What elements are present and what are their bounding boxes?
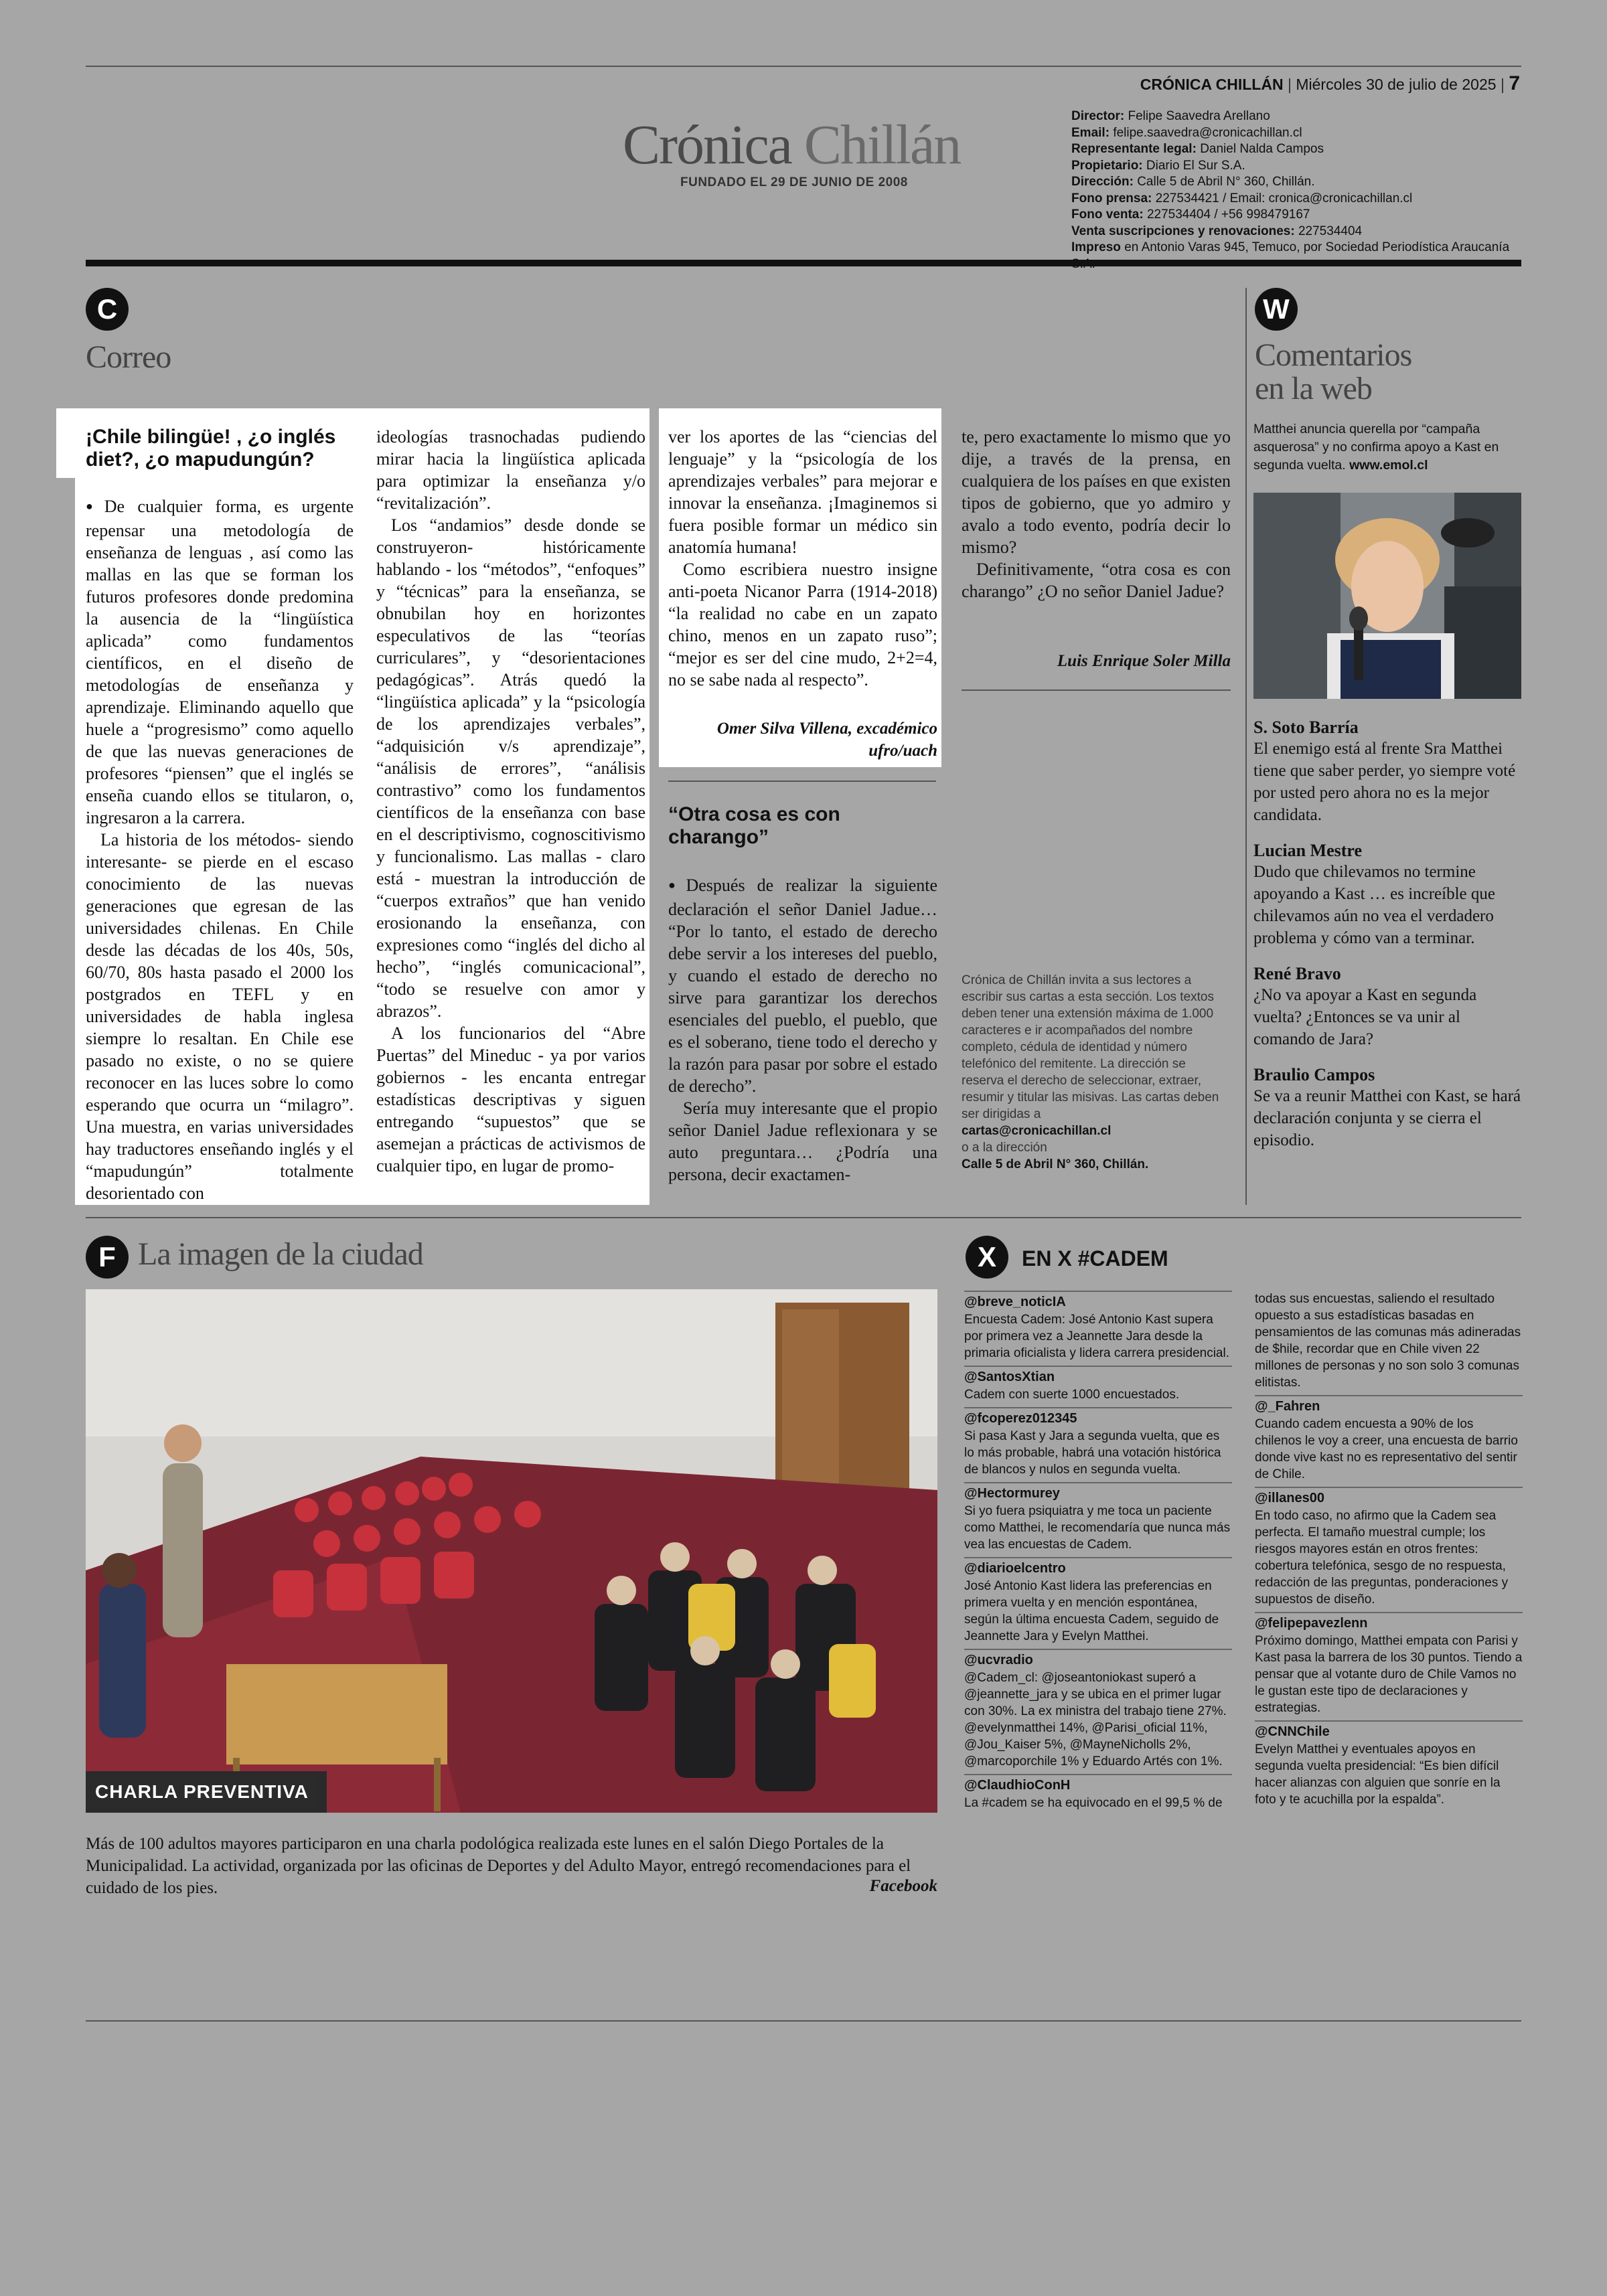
column-4-rule [962,689,1231,691]
masthead-value: Daniel Nalda Campos [1200,142,1324,156]
section-letter-x: X [966,1236,1008,1279]
city-photo-illustration [86,1289,937,1813]
masthead-label: Fono prensa: [1071,191,1152,206]
top-rule [86,66,1521,67]
x-post-text: Encuesta Cadem: José Antonio Kast supera por primera vez a Jeannette Jara desde la primaria oficialista y lidera carrera presidencial. [964,1313,1229,1360]
notice-address: Calle 5 de Abril N° 360, Chillán. [962,1157,1149,1171]
masthead-label: Representante legal: [1071,142,1197,156]
paragraph: Como escribiera nuestro insigne anti-poeta Nicanor Parra (1914-2018) “la realidad no cabe en un zapato chino, menos en un zapato ruso”; “mejor es ser del cine mudo, 2+2=4, no se sabe nada al respecto”. [668,560,937,689]
letter-2-column-4 [962,426,1231,602]
paragraph: ● Después de realizar la siguiente declaración el señor Daniel Jadue… “Por lo tanto, el estado de derecho debe servir a los intereses del pueblo, y cuando el estado de derecho no sirve para garantizar los derechos esenciales del pueblo, el pueblo, que es el soberano, tiene todo el derecho y la razón para pasar por sobre el estado de derecho”. [668,874,937,1097]
masthead-value: Diario El Sur S.A. [1146,158,1245,173]
section-title-x: EN X #CADEM [1022,1246,1168,1270]
founded-line: FUNDADO EL 29 DE JUNIO DE 2008 [680,175,908,189]
masthead-line [1071,174,1527,191]
comment-author: Braulio Campos [1253,1065,1375,1084]
paragraph: Definitivamente, “otra cosa es con charango” ¿O no señor Daniel Jadue? [962,560,1231,601]
masthead-value: 227534404 / +56 998479167 [1146,208,1310,222]
masthead-label: Email: [1071,125,1110,140]
masthead-line [1071,158,1527,175]
x-post-handle[interactable]: @SantosXtian [964,1366,1232,1386]
letter-2-column-3 [668,874,937,1185]
bottom-rule [86,2020,1521,2022]
web-title-line-1: Comentarios [1255,337,1412,373]
photo-caption-text: Más de 100 adultos mayores participaron en una charla podológica realizada este lunes en el salón Diego Portales de la Municipalidad. La actividad, organizada por las oficinas de Deportes y del Adulto Mayor, entregó recomendaciones para el cuidado de los pies. [86,1835,911,1897]
paragraph: ideologías trasnochadas pudiendo mirar hacia la lingüística aplicada para optimizar la enseñanza y/o “revitalización”. [376,427,645,513]
city-photo [86,1289,937,1813]
x-post-text: Si yo fuera psiquiatra y me toca un paciente como Matthei, le recomendaría que nunca más vea las encuestas de Cadem. [964,1504,1231,1552]
comment-author: S. Soto Barría [1253,718,1359,737]
section-title-web [1255,339,1411,406]
masthead-value: Calle 5 de Abril N° 360, Chillán. [1137,175,1315,189]
x-post-handle[interactable]: @felipepavezlenn [1255,1612,1523,1633]
folio-title: CRÓNICA CHILLÁN [1140,76,1284,93]
logo-word-1: Crónica [623,114,791,176]
x-post-text: Cadem con suerte 1000 encuestados. [964,1388,1180,1402]
comment-text: El enemigo está al frente Sra Matthei tiene que saber perder, yo siempre voté por usted pero ahora no es la mejor candidata. [1253,740,1516,824]
x-column-2 [1255,1291,1523,1812]
logo-word-2: Chillán [804,114,961,176]
masthead-value: Felipe Saavedra Arellano [1128,109,1270,123]
photo-credit: Facebook [869,1877,937,1895]
x-column-2-lead: todas sus encuestas, saliendo el resultado opuesto a sus estadísticas basadas en pensamientos de las comunas más adineradas de $hile, recordar que en Chile viven 22 millones de personas y no son solo 3 comunas elitistas. [1255,1292,1521,1390]
masthead-line [1071,207,1527,224]
letter-1-column-2 [376,426,645,1177]
comment-text: ¿No va apoyar a Kast en segunda vuelta? ¿Entonces se va unir al comando de Jara? [1253,986,1477,1048]
notice-text: Crónica de Chillán invita a sus lectores a escribir sus cartas a esta sección. Los textos deben tener una extensión máxima de 1.000 caracteres e ir acompañados del nombre completo, cédula de identidad y número telefónico del remitente. La dirección se reserva el derecho de seleccionar, extraer, resumir y titular las misivas. Las cartas deben ser dirigidas a [962,973,1219,1121]
masthead-label: Fono venta: [1071,208,1144,222]
logo [623,112,960,177]
masthead-line [1071,108,1527,125]
masthead-value: 227534421 / Email: cronica@cronicachillan.cl [1155,191,1413,206]
x-post-handle[interactable]: @diarioelcentro [964,1557,1232,1578]
section-title-correo: Correo [86,339,171,375]
paragraph: Los “andamios” desde donde se construyeron- históricamente hablando - los “métodos”, “enfoques” y “técnicas” para la enseñanza, se obnubilan hoy en horizontes especulativos de las “teorías curriculares”, y “desorientaciones pedagógicas”. Atrás quedó la “lingüística aplicada” y la “psicología de los aprendizajes verbales”, “adquisición v/s aprendizaje”, “análisis de errores”, “análisis contrastivo” como los fundamentos científicos de la enseñanza con base en el descriptivismo, cognoscitivismo y funcionalismo. Las mallas - claro está - muestran la introducción de “cuerpos extraños” que han venido erosionando la enseñanza, con expresiones como “inglés del dicho al hecho”, “inglés comunicacional”, “todo se resuelve con amor y abrazos”. [376,515,645,1021]
x-post-handle[interactable]: @fcoperez012345 [964,1407,1232,1428]
masthead-label: Dirección: [1071,175,1134,189]
notice-or: o a la dirección [962,1141,1047,1155]
section-letter-w: W [1255,288,1298,331]
x-post-text: En todo caso, no afirmo que la Cadem sea perfecta. El tamaño muestral cumple; los riesgos mayores están en otros frentes: cobertura telefónica, sesgo de no respuesta, redacción de las preguntas, ponderaciones y supuestos de diseño. [1255,1509,1509,1607]
x-column-2-posts [1255,1395,1523,1812]
header-thick-rule [86,260,1521,266]
column-3-rule [668,781,936,782]
notice-email[interactable]: cartas@cronicachillan.cl [962,1124,1112,1138]
paragraph: Sería muy interesante que el propio señor Daniel Jadue reflexionara y se auto preguntara… ¿Podría una persona, decir exactamen- [668,1098,937,1184]
letter-1-column-1 [86,495,354,1204]
masthead-label: Director: [1071,109,1125,123]
x-post-handle[interactable]: @ClaudhioConH [964,1774,1232,1795]
letter-1-box-tab [56,408,78,478]
masthead-line [1071,224,1527,240]
letters-notice [962,972,1229,1173]
comment-text: Dudo que chilevamos no termine apoyando a Kast … es increíble que chilevamos aún no vea el verdadero problema y cómo van a terminar. [1253,863,1495,947]
x-post-handle[interactable]: @_Fahren [1255,1395,1523,1416]
x-post-handle[interactable]: @Hectormurey [964,1482,1232,1503]
x-post-text: José Antonio Kast lidera las preferencias en primera vuelta y en mención espontánea, según la última encuesta Cadem, seguido de Jeannette Jara y Evelyn Matthei. [964,1579,1219,1643]
masthead-line [1071,125,1527,142]
letter-1-column-3 [668,426,937,691]
paragraph: te, pero exactamente lo mismo que yo dije, a través de la prensa, en cualquiera de los países en que existen tipos de gobierno, que yo admiro y avalo a todo evento, podría decir lo mismo? [962,427,1231,557]
x-post-text: La #cadem se ha equivocado en el 99,5 % de [964,1796,1223,1810]
x-column-1 [964,1291,1232,1815]
web-intro [1253,420,1521,475]
section-letter-c: C [86,288,129,331]
x-post-text: Próximo domingo, Matthei empata con Parisi y Kast pasa la barrera de los 30 puntos. Tiendo a pensar que al votante duro de Chile Vamos no le gustan este tipo de declaraciones y estrategias. [1255,1634,1523,1715]
x-post-text: Si pasa Kast y Jara a segunda vuelta, que es lo más probable, habrá una votación histórica de blancos y nulos en segunda vuelta. [964,1429,1221,1477]
letter-1-signature: Omer Silva Villena, excadémico ufro/uach [716,720,937,760]
masthead-label: Propietario: [1071,158,1143,173]
masthead-line [1071,240,1527,272]
web-title-line-2: en la web [1255,371,1372,406]
comment-text: Se va a reunir Matthei con Kast, se hará declaración conjunta y se cierra el episodio. [1253,1087,1521,1149]
comment-author: Lucian Mestre [1253,841,1362,860]
photo-label: CHARLA PREVENTIVA [86,1775,318,1809]
comment-author: René Bravo [1253,964,1341,983]
web-source-link[interactable]: www.emol.cl [1349,458,1428,473]
masthead-value: en Antonio Varas 945, Temuco, por Sociedad Periodística Araucanía [1124,240,1510,254]
masthead-line [1071,191,1527,208]
masthead [1071,108,1527,272]
letter-2-headline: “Otra cosa es con charango” [668,803,840,848]
paragraph: ver los aportes de las “ciencias del lenguaje” y la “psicología de los aprendizajes verbales” para mejorar e innovar la enseñanza. ¡Imaginemos si fuera posible formar un médico sin anatomía humana! [668,427,937,557]
x-post-handle[interactable]: @breve_noticIA [964,1291,1232,1311]
news-photo-illustration [1253,493,1521,699]
masthead-label: Impreso [1071,240,1121,254]
section-title-imagen: La imagen de la ciudad [138,1236,423,1272]
x-post-handle[interactable]: @CNNChile [1255,1720,1523,1741]
letter-2-signature: Luis Enrique Soler Milla [1057,652,1231,670]
web-divider [1245,288,1247,1205]
paragraph: ● De cualquier forma, es urgente repensar una metodología de enseñanza de lenguas , así como las mallas en las que se forman los futuros profesores donde predomina la ausencia de la “lingüística aplicada” como fundamentos científicos, en el diseño de metodologías de enseñanza y aprendizaje. Eliminando aquello que huele a “progresismo” como aquello de que las nuevas generaciones de profesores “piensen” que el inglés se enseña cuando ellos se titularon, o, ingresaron a la carrera. [86,495,354,829]
masthead-line [1071,141,1527,158]
paragraph: A los funcionarios del “Abre Puertas” del Mineduc - ya por varios gobiernos - les encanta entregar estadísticas descriptivas y siguen entregando “supuestos” que se asemejan a prácticas de activismos de cualquier tipo, en lugar de promo- [376,1023,645,1175]
x-post-text: Evelyn Matthei y eventuales apoyos en segunda vuelta presidencial: “Es bien difícil hacer alianzas con alguien que sonríe en la foto y te acuchilla por la espalda”. [1255,1742,1501,1807]
news-photo [1253,493,1521,699]
x-post-text: Cuando cadem encuesta a 90% de los chilenos le voy a creer, una encuesta de barrio donde vive kast no es representativo del sentir de Chile. [1255,1417,1518,1481]
section-letter-f: F [86,1236,129,1279]
masthead-label: Venta suscripciones y renovaciones: [1071,224,1295,238]
middle-rule [86,1217,1521,1218]
web-intro-text: Matthei anuncia querella por “campaña asquerosa” y no confirma apoyo a Kast en segunda vuelta. [1253,422,1499,473]
x-post-text: @Cadem_cl: @joseantoniokast superó a @jeannette_jara y se ubica en el primer lugar con 30%. La ex ministra del trabajo tiene 27%. @evelynmatthei 14%, @Parisi_oficial 11%, @Jou_Kaiser 5%, @MayneNicholls 2%, @marcoporchile 1% y Eduardo Artés con 1%. [964,1671,1227,1769]
masthead-value: felipe.saavedra@cronicachillan.cl [1113,125,1302,140]
folio-date: Miércoles 30 de julio de 2025 [1296,76,1497,93]
web-comments-list [1253,704,1521,1151]
x-post-handle[interactable]: @illanes00 [1255,1487,1523,1507]
masthead-value: 227534404 [1298,224,1363,238]
folio: CRÓNICA CHILLÁN | Miércoles 30 de julio de 2025 | 7 [1140,72,1520,94]
page-number: 7 [1509,72,1520,94]
letter-1-headline: ¡Chile bilingüe! , ¿o inglés diet?, ¿o mapudungún? [86,426,336,471]
paragraph: La historia de los métodos- siendo interesante- se pierde en el escaso conocimiento de las nuevas generaciones que egresan de las universidades chilenas. En Chile desde las décadas de los 40s, 50s, 60/70, 80s hasta pasado el 2000 los postgrados en TEFL y en universidades de habla inglesa siempre lo resaltan. En Chile ese pasado no existe, o no se quiere reconocer en las luces sobre lo como esperando que ocurra un “milagro”. Una muestra, en varias universidades hay traductores enseñando inglés y el “mapudungún” totalmente desorientado con [86,830,354,1203]
x-post-handle[interactable]: @ucvradio [964,1649,1232,1669]
